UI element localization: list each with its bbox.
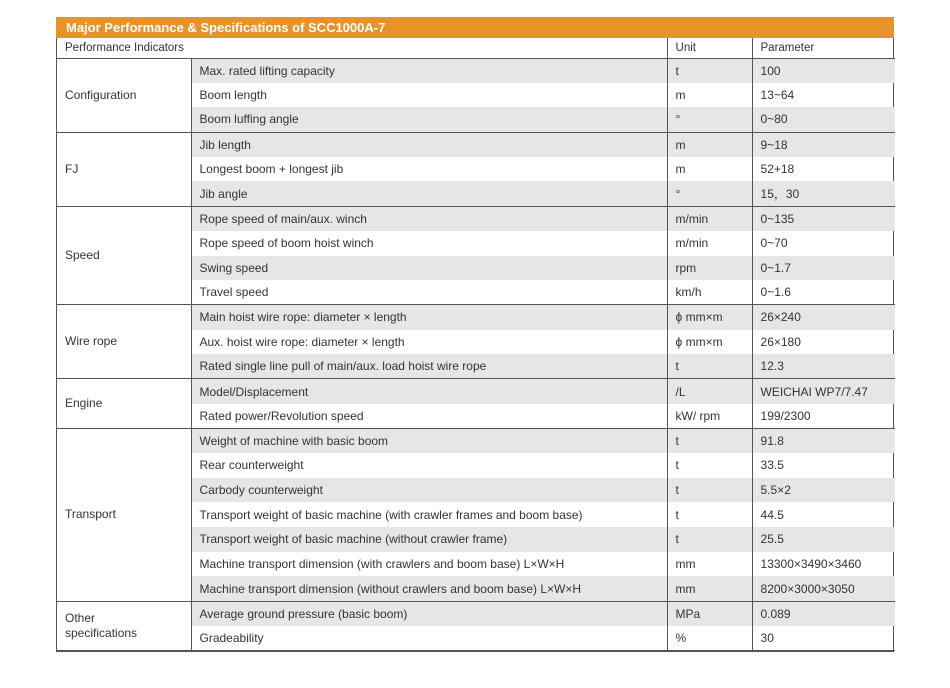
spec-unit: /L xyxy=(667,379,752,404)
spec-value: WEICHAI WP7/7.47 xyxy=(752,379,895,404)
spec-item: Rated single line pull of main/aux. load hoist wire rope xyxy=(191,354,667,379)
spec-item: Rated power/Revolution speed xyxy=(191,404,667,429)
spec-unit: t xyxy=(667,502,752,527)
spec-item: Max. rated lifting capacity xyxy=(191,58,667,83)
spec-unit: km/h xyxy=(667,280,752,305)
table-row xyxy=(57,305,895,330)
table-title: Major Performance & Specifications of SCC1000A-7 xyxy=(56,17,894,38)
header-parameter: Parameter xyxy=(752,38,895,58)
table-row xyxy=(57,206,895,231)
spec-value: 0~80 xyxy=(752,107,895,132)
spec-value: 44.5 xyxy=(752,502,895,527)
spec-value: 199/2300 xyxy=(752,404,895,429)
spec-unit: m xyxy=(667,157,752,182)
spec-item: Rope speed of main/aux. winch xyxy=(191,206,667,231)
spec-item: Main hoist wire rope: diameter × length xyxy=(191,305,667,330)
category-label: FJ xyxy=(57,132,191,206)
table-row xyxy=(57,428,895,453)
spec-value: 100 xyxy=(752,58,895,83)
spec-unit: rpm xyxy=(667,256,752,281)
header-unit: Unit xyxy=(667,38,752,58)
spec-unit: m/min xyxy=(667,231,752,256)
spec-unit: ° xyxy=(667,107,752,132)
spec-unit: ϕ mm×m xyxy=(667,330,752,355)
spec-value: 0~1.6 xyxy=(752,280,895,305)
spec-value: 15，30 xyxy=(752,181,895,206)
table-row xyxy=(57,132,895,157)
spec-value: 0~135 xyxy=(752,206,895,231)
spec-item: Boom length xyxy=(199,88,267,103)
table-row xyxy=(57,58,895,83)
spec-value: 26×180 xyxy=(752,330,895,355)
spec-item: Aux. hoist wire rope: diameter × length xyxy=(199,334,405,349)
spec-value: 30 xyxy=(752,626,895,651)
spec-value: 91.8 xyxy=(752,428,895,453)
category-label: Wire rope xyxy=(57,305,191,379)
spec-value: 13300×3490×3460 xyxy=(752,552,895,577)
spec-item: Longest boom + longest jib xyxy=(199,162,344,177)
category-label: Engine xyxy=(57,379,191,428)
table-row xyxy=(57,379,895,404)
spec-unit: kW/ rpm xyxy=(667,404,752,429)
spec-unit: m/min xyxy=(667,206,752,231)
spec-unit: t xyxy=(667,478,752,503)
spec-unit: ϕ mm×m xyxy=(667,305,752,330)
spec-item: Model/Displacement xyxy=(191,379,667,404)
spec-item: Swing speed xyxy=(191,256,667,281)
spec-unit: MPa xyxy=(667,601,752,626)
spec-value: 12.3 xyxy=(752,354,895,379)
spec-value: 26×240 xyxy=(752,305,895,330)
spec-item: Gradeability xyxy=(191,626,667,651)
spec-item: Weight of machine with basic boom xyxy=(191,428,667,453)
spec-item: Boom luffing angle xyxy=(191,107,667,132)
spec-item: Transport weight of basic machine (with crawler frames and boom base) xyxy=(199,507,583,522)
spec-sheet xyxy=(56,17,894,652)
spec-value: 13~64 xyxy=(752,83,895,108)
spec-value: 5.5×2 xyxy=(752,478,895,503)
spec-unit: t xyxy=(667,58,752,83)
spec-value: 8200×3000×3050 xyxy=(752,576,895,601)
spec-item: Carbody counterweight xyxy=(191,478,667,503)
spec-value: 9~18 xyxy=(752,132,895,157)
spec-item: Machine transport dimension (with crawlers and boom base) L×W×H xyxy=(199,557,565,572)
spec-value: 52+18 xyxy=(752,157,895,182)
spec-item: Rear counterweight xyxy=(199,458,304,473)
spec-unit: % xyxy=(667,626,752,651)
category-label: Speed xyxy=(57,206,191,305)
spec-value: 0~70 xyxy=(752,231,895,256)
header-indicators: Performance Indicators xyxy=(57,38,667,58)
category-label: Configuration xyxy=(57,58,191,132)
spec-value: 33.5 xyxy=(752,453,895,478)
spec-unit: m xyxy=(667,83,752,108)
spec-item: Machine transport dimension (without crawlers and boom base) L×W×H xyxy=(191,576,667,601)
spec-item: Travel speed xyxy=(191,280,667,305)
category-label: Transport xyxy=(57,428,191,601)
spec-unit: t xyxy=(667,354,752,379)
spec-unit: m xyxy=(667,132,752,157)
spec-unit: t xyxy=(667,453,752,478)
spec-unit: mm xyxy=(667,576,752,601)
spec-table xyxy=(57,38,895,651)
spec-value: 25.5 xyxy=(752,527,895,552)
spec-unit: ° xyxy=(667,181,752,206)
spec-item: Jib angle xyxy=(191,181,667,206)
spec-unit: t xyxy=(667,527,752,552)
header-row xyxy=(57,38,895,58)
spec-unit: mm xyxy=(667,552,752,577)
spec-unit: t xyxy=(667,428,752,453)
spec-value: 0~1.7 xyxy=(752,256,895,281)
spec-item: Transport weight of basic machine (without crawler frame) xyxy=(191,527,667,552)
table-row xyxy=(57,601,895,626)
spec-item: Average ground pressure (basic boom) xyxy=(191,601,667,626)
category-label: Other specifications xyxy=(57,601,191,650)
spec-value: 0.089 xyxy=(752,601,895,626)
spec-item: Jib length xyxy=(191,132,667,157)
spec-item: Rope speed of boom hoist winch xyxy=(199,236,374,251)
